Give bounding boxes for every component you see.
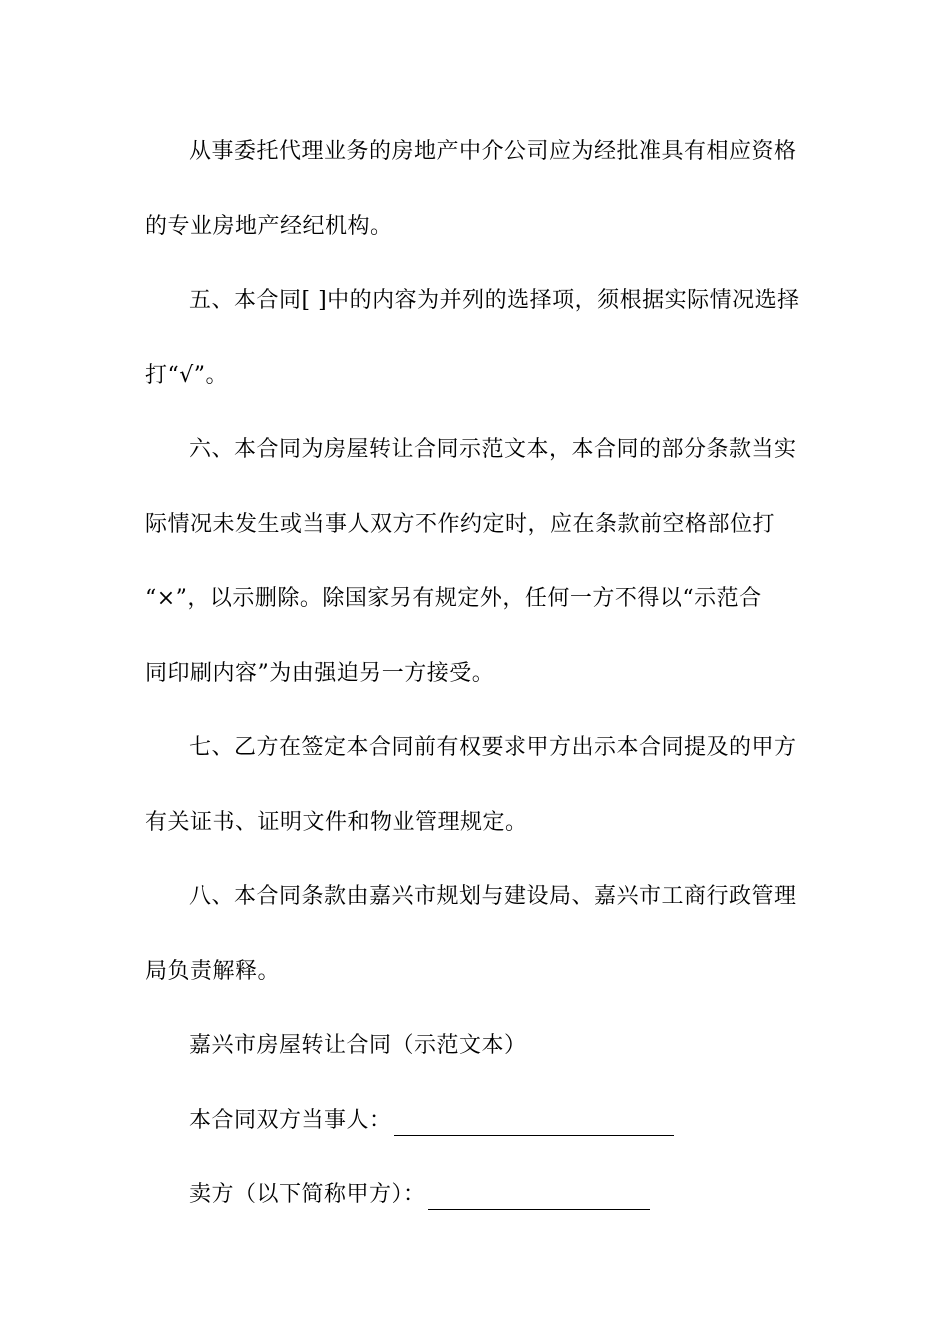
seller-blank-field[interactable]: [428, 1187, 650, 1210]
paragraph-line: 八、本合同条款由嘉兴市规划与建设局、嘉兴市工商行政管理: [189, 884, 797, 909]
parties-blank-field[interactable]: [394, 1113, 674, 1136]
paragraph-line: 打“√”。: [145, 363, 229, 388]
paragraph-line: 的专业房地产经纪机构。: [145, 214, 393, 239]
parties-label: 本合同双方当事人：: [189, 1108, 392, 1133]
paragraph-line: 六、本合同为房屋转让合同示范文本，本合同的部分条款当实: [189, 437, 797, 462]
paragraph-line: 际情况未发生或当事人双方不作约定时，应在条款前空格部位打: [145, 512, 776, 537]
parties-line: [189, 1106, 869, 1136]
paragraph-line: 同印刷内容”为由强迫另一方接受。: [145, 661, 495, 686]
paragraph-line: 有关证书、证明文件和物业管理规定。: [145, 810, 528, 835]
seller-line: [189, 1180, 869, 1210]
paragraph-line: 从事委托代理业务的房地产中介公司应为经批准具有相应资格: [189, 139, 797, 164]
contract-title: 嘉兴市房屋转让合同（示范文本）: [189, 1033, 527, 1058]
paragraph-line: 五、本合同[ ]中的内容为并列的选择项，须根据实际情况选择: [189, 288, 800, 313]
paragraph-line: 七、乙方在签定本合同前有权要求甲方出示本合同提及的甲方: [189, 735, 797, 760]
seller-label: 卖方（以下简称甲方）：: [189, 1182, 426, 1207]
paragraph-line: 局负责解释。: [145, 959, 281, 984]
paragraph-line: “×”，以示删除。除国家另有规定外，任何一方不得以“示范合: [145, 586, 762, 611]
